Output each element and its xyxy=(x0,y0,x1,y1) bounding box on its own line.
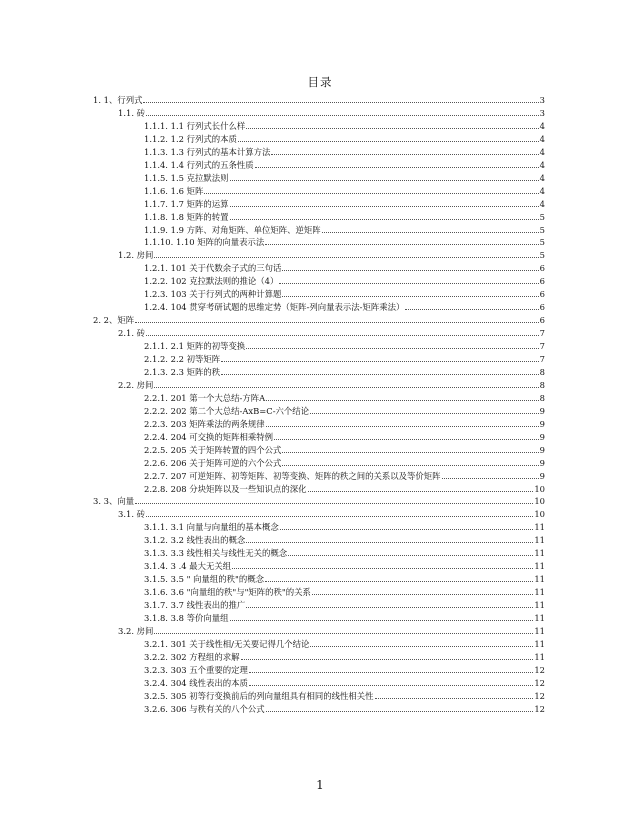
toc-entry-text: 2.2.3. 203 矩阵乘法的两条规律 xyxy=(144,418,265,429)
toc-entry-page: 12 xyxy=(534,703,545,714)
dot-leader xyxy=(266,426,539,427)
dot-leader xyxy=(230,620,534,621)
toc-entry-page: 9 xyxy=(539,405,545,416)
toc-entry-text: 1.1.3. 1.3 行列式的基本计算方法 xyxy=(144,146,271,157)
toc-entry[interactable] xyxy=(144,701,545,714)
toc-entry-text: 3.1.8. 3.8 等价向量组 xyxy=(144,613,229,623)
toc-entry-page: 4 xyxy=(539,185,545,196)
dot-leader xyxy=(221,361,539,362)
toc-entry-text: 1.2.2. 102 克拉默法则的推论（4） xyxy=(144,276,279,287)
toc-entry-page: 4 xyxy=(539,159,545,170)
toc-entry-text: 3.2.2. 302 方程组的求解 xyxy=(144,651,240,662)
toc-entry[interactable] xyxy=(144,196,545,209)
toc-entry-page: 8 xyxy=(539,366,545,377)
toc-entry[interactable] xyxy=(144,662,545,675)
dot-leader xyxy=(230,206,539,207)
toc-entry[interactable] xyxy=(144,222,545,235)
dot-leader xyxy=(282,296,538,297)
toc-entry[interactable] xyxy=(144,610,545,623)
toc-entry[interactable] xyxy=(144,636,545,649)
toc-entry-text: 3.1.4. 3 .4 最大无关组 xyxy=(144,561,232,572)
toc-entry-page: 8 xyxy=(539,379,545,390)
dot-leader xyxy=(249,672,533,673)
toc-entry-page: 11 xyxy=(534,522,545,533)
toc-entry[interactable] xyxy=(93,493,545,506)
dot-leader xyxy=(266,400,538,401)
toc-entry[interactable] xyxy=(144,157,545,170)
toc-entry[interactable] xyxy=(144,688,545,701)
toc-entry-text: 3.1.1. 3.1 向量与向量组的基本概念 xyxy=(144,522,279,533)
toc-entry-page: 7 xyxy=(539,328,545,339)
toc-entry-text: 2.2.6. 206 关于矩阵可逆的六个公式 xyxy=(144,457,282,468)
dot-leader xyxy=(143,102,538,103)
toc-entry[interactable] xyxy=(118,506,545,519)
toc-entry-page: 3 xyxy=(539,107,545,118)
toc-entry[interactable] xyxy=(144,260,545,273)
dot-leader xyxy=(265,244,538,245)
page-number: 1 xyxy=(316,778,324,792)
toc-entry-page: 11 xyxy=(534,548,545,559)
dot-leader xyxy=(271,154,538,155)
toc-entry-text: 1.1.1. 1.1 行列式长什么样 xyxy=(144,120,246,131)
toc-entry[interactable] xyxy=(144,170,545,183)
toc-entry-page: 11 xyxy=(534,574,545,585)
toc-entry-page: 4 xyxy=(539,172,545,183)
toc-entry-page: 6 xyxy=(539,315,545,326)
toc-entry-page: 7 xyxy=(539,354,545,364)
dot-leader xyxy=(282,465,538,466)
toc-entry[interactable] xyxy=(144,584,545,597)
toc-entry-text: 2. 2、矩阵 xyxy=(93,315,135,326)
toc-entry-page: 5 xyxy=(539,211,545,222)
dot-leader xyxy=(135,322,539,323)
toc-entry-text: 3.1.3. 3.3 线性相关与线性无关的概念 xyxy=(144,548,288,559)
toc-entry-text: 1.1.9. 1.9 方阵、对角矩阵、单位矩阵、逆矩阵 xyxy=(144,224,321,235)
toc-entry-text: 1.1.10. 1.10 矩阵的向量表示法 xyxy=(144,237,265,248)
toc-entry-page: 10 xyxy=(534,509,545,520)
toc-entry-text: 3.2.5. 305 初等行变换前后的列向量组具有相同的线性相关性 xyxy=(144,690,374,701)
toc-entry-page: 11 xyxy=(534,587,545,598)
toc-entry-page: 12 xyxy=(534,677,545,688)
toc-entry-page: 9 xyxy=(539,431,545,442)
dot-leader xyxy=(146,516,533,517)
toc-entry[interactable] xyxy=(144,286,545,299)
toc-entry-text: 3.2.6. 306 与秩有关的八个公式 xyxy=(144,703,265,714)
toc-entry[interactable] xyxy=(144,131,545,144)
toc-entry-page: 11 xyxy=(534,651,545,662)
toc-entry-page: 4 xyxy=(539,133,545,144)
toc-entry-page: 4 xyxy=(539,120,545,131)
toc-entry-text: 1.1.2. 1.2 行列式的本质 xyxy=(144,133,237,144)
dot-leader xyxy=(266,711,534,712)
toc-entry-text: 1.2. 房间 xyxy=(118,250,154,261)
toc-entry-page: 6 xyxy=(539,289,545,300)
dot-leader xyxy=(154,257,538,258)
toc-entry[interactable] xyxy=(144,468,545,481)
toc-entry[interactable] xyxy=(144,183,545,196)
toc-entry-text: 1.1.6. 1.6 矩阵 xyxy=(144,185,204,196)
toc-entry-text: 3.2.4. 304 线性表出的本质 xyxy=(144,677,248,688)
toc-entry-page: 5 xyxy=(539,250,545,261)
dot-leader xyxy=(265,581,533,582)
dot-leader xyxy=(232,568,533,569)
toc-entry[interactable] xyxy=(144,558,545,571)
toc-entry-text: 2.2.4. 204 可交换的矩阵相乘特例 xyxy=(144,431,274,442)
toc-entry-text: 1.1.4. 1.4 行列式的五条性质 xyxy=(144,159,254,170)
toc-entry[interactable] xyxy=(144,299,545,312)
toc-entry-page: 10 xyxy=(534,483,545,494)
toc-entry-page: 6 xyxy=(539,276,545,287)
dot-leader xyxy=(310,646,533,647)
toc-entry[interactable] xyxy=(144,144,545,157)
toc-entry-text: 3.1.6. 3.6 "向量组的秩"与"矩阵的秩"的关系 xyxy=(144,587,311,598)
toc-entry[interactable] xyxy=(118,377,545,390)
toc-entry[interactable] xyxy=(118,105,545,118)
dot-leader xyxy=(282,270,538,271)
toc-entry-text: 1.2.3. 103 关于行列式的两种计算题 xyxy=(144,289,282,300)
toc-entry[interactable] xyxy=(118,247,545,260)
toc-entry[interactable] xyxy=(144,429,545,442)
toc-entry-page: 9 xyxy=(539,470,545,481)
toc-entry-page: 9 xyxy=(539,444,545,455)
toc-entry-page: 3 xyxy=(539,95,545,105)
dot-leader xyxy=(241,659,534,660)
toc-entry-text: 3.2. 房间 xyxy=(118,625,154,636)
toc-entry-page: 11 xyxy=(534,535,545,546)
dot-leader xyxy=(154,387,538,388)
toc-entry-text: 2.1. 砖 xyxy=(118,328,146,339)
toc-entry[interactable] xyxy=(144,545,545,558)
toc-entry-text: 3.1.5. 3.5 " 向量组的秩"的概念 xyxy=(144,574,264,585)
toc-entry-text: 1. 1、行列式 xyxy=(93,95,143,105)
toc-entry-page: 7 xyxy=(539,341,545,352)
toc-entry-page: 5 xyxy=(539,237,545,248)
toc-entry[interactable] xyxy=(144,118,545,131)
toc-entry[interactable] xyxy=(144,442,545,455)
toc-entry-text: 1.1.5. 1.5 克拉默法则 xyxy=(144,172,229,183)
toc-entry-page: 6 xyxy=(539,263,545,274)
toc-entry[interactable] xyxy=(144,403,545,416)
toc-entry-text: 1.2.4. 104 贯穿考研试题的思维定势（矩阵-列向量表示法-矩阵乘法） xyxy=(144,302,405,313)
toc-entry-text: 3.1.7. 3.7 线性表出的推广 xyxy=(144,600,246,611)
toc-entry-text: 2.1.3. 2.3 矩阵的秩 xyxy=(144,366,221,377)
toc-entry[interactable] xyxy=(144,675,545,688)
toc-entry-text: 3.1. 砖 xyxy=(118,509,146,520)
toc-entry-text: 3.2.3. 303 五个重要的定理 xyxy=(144,664,248,675)
dot-leader xyxy=(246,128,538,129)
toc-entry[interactable] xyxy=(144,364,545,377)
toc-entry-page: 11 xyxy=(534,561,545,572)
toc-entry-page: 11 xyxy=(534,613,545,623)
toc-entry-text: 3.1.2. 3.2 线性表出的概念 xyxy=(144,535,246,546)
dot-leader xyxy=(282,452,538,453)
dot-leader xyxy=(322,232,539,233)
toc-entry-text: 2.2.2. 202 第二个大总结-AxB=C-六个结论 xyxy=(144,405,310,416)
toc-entry[interactable] xyxy=(118,325,545,338)
toc-entry-page: 10 xyxy=(534,496,545,507)
dot-leader xyxy=(238,141,539,142)
dot-leader xyxy=(246,542,533,543)
dot-leader xyxy=(230,180,539,181)
dot-leader xyxy=(375,698,534,699)
dot-leader xyxy=(308,491,534,492)
toc-entry[interactable] xyxy=(144,351,545,364)
dot-leader xyxy=(255,167,539,168)
dot-leader xyxy=(249,685,533,686)
toc-entry-text: 1.1.7. 1.7 矩阵的运算 xyxy=(144,198,229,209)
toc-entry-text: 3.2.1. 301 关于线性相/无关要记得几个结论 xyxy=(144,638,310,649)
dot-leader xyxy=(204,193,538,194)
toc-entry[interactable] xyxy=(118,623,545,636)
toc-entry-text: 2.1.2. 2.2 初等矩阵 xyxy=(144,354,221,364)
toc-entry-text: 2.1.1. 2.1 矩阵的初等变换 xyxy=(144,341,246,352)
toc-entry[interactable] xyxy=(144,532,545,545)
toc-entry-text: 3. 3、向量 xyxy=(93,496,135,507)
toc-entry-page: 12 xyxy=(534,664,545,675)
dot-leader xyxy=(312,594,533,595)
toc-entry-page: 9 xyxy=(539,418,545,429)
toc-entry-text: 2.2.7. 207 可逆矩阵、初等矩阵、初等变换、矩阵的秩之间的关系以及等价矩阵 xyxy=(144,470,441,481)
dot-leader xyxy=(246,607,533,608)
dot-leader xyxy=(279,283,538,284)
toc-entry[interactable] xyxy=(93,92,545,105)
dot-leader xyxy=(221,374,539,375)
toc-entry-text: 1.1.8. 1.8 矩阵的转置 xyxy=(144,211,229,222)
toc-entry[interactable] xyxy=(144,338,545,351)
toc-entry[interactable] xyxy=(93,312,545,325)
toc-entry-text: 2.2.5. 205 关于矩阵转置的四个公式 xyxy=(144,444,282,455)
toc-entry[interactable] xyxy=(144,273,545,286)
dot-leader xyxy=(154,633,533,634)
dot-leader xyxy=(442,478,539,479)
toc-entry-page: 8 xyxy=(539,392,545,403)
toc-entry[interactable] xyxy=(144,390,545,403)
toc-entry[interactable] xyxy=(144,234,545,247)
toc-entry-page: 5 xyxy=(539,224,545,235)
toc-entry-page: 6 xyxy=(539,302,545,313)
toc-entry[interactable] xyxy=(144,649,545,662)
toc-entry-page: 12 xyxy=(534,690,545,701)
toc-entry-text: 2.2. 房间 xyxy=(118,379,154,390)
dot-leader xyxy=(135,503,533,504)
toc-entry-text: 2.2.1. 201 第一个大总结-方阵A xyxy=(144,392,266,403)
toc-entry[interactable] xyxy=(144,519,545,532)
toc-title: 目录 xyxy=(307,75,333,89)
dot-leader xyxy=(288,555,533,556)
toc-entry[interactable] xyxy=(144,481,545,494)
toc-entry-page: 4 xyxy=(539,146,545,157)
toc-entry-page: 4 xyxy=(539,198,545,209)
toc-entry[interactable] xyxy=(144,571,545,584)
toc-entry-page: 11 xyxy=(534,600,545,611)
dot-leader xyxy=(230,219,539,220)
dot-leader xyxy=(146,335,539,336)
toc-entry[interactable] xyxy=(144,455,545,468)
dot-leader xyxy=(280,529,534,530)
toc-entry-text: 1.2.1. 101 关于代数余子式的三句话 xyxy=(144,263,282,274)
toc-entry-page: 11 xyxy=(534,638,545,649)
toc-entry-text: 1.1. 砖 xyxy=(118,107,146,118)
toc-entry[interactable] xyxy=(144,597,545,610)
toc-entry-text: 2.2.8. 208 分块矩阵以及一些知识点的深化 xyxy=(144,483,307,494)
toc-entry-page: 11 xyxy=(534,625,545,636)
dot-leader xyxy=(246,348,538,349)
dot-leader xyxy=(146,115,539,116)
toc-entry-page: 9 xyxy=(539,457,545,468)
toc-entry[interactable] xyxy=(144,416,545,429)
toc-entry[interactable] xyxy=(144,209,545,222)
dot-leader xyxy=(274,439,539,440)
dot-leader xyxy=(405,309,538,310)
dot-leader xyxy=(310,413,539,414)
